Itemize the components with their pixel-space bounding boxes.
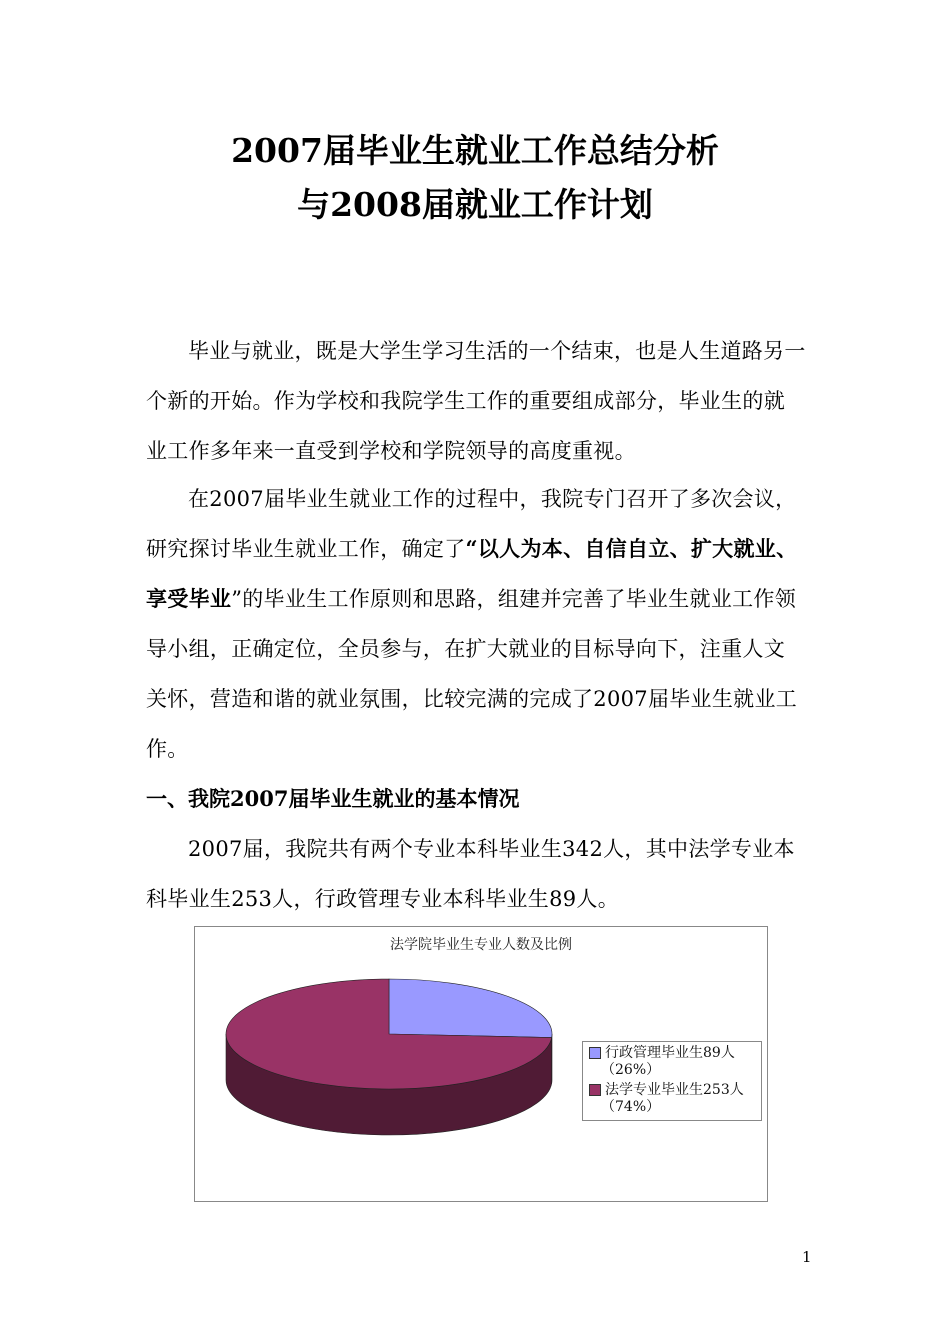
legend-swatch-admin [589,1047,601,1059]
legend-item-law [589,1082,759,1116]
document-title-line2: 与2008届就业工作计划 [297,185,653,224]
pie-chart [194,926,768,1202]
page-number: 1 [802,1248,812,1266]
paragraph-stats [146,824,806,924]
paragraph-process-text-b: ”的毕业生工作原则和思路，组建并完善了毕业生就业工作领导小组，正确定位，全员参与，在扩大就业的目标导向下，注重人文关怀，营造和谐的就业氛围，比较完满的完成了2007届毕业生就业工作。 [146,587,798,761]
pie-slice-0 [389,979,552,1038]
legend-pct-admin: （26%） [601,1062,661,1078]
chart-title: 法学院毕业生专业人数及比例 [390,937,572,953]
legend-item-admin [589,1045,759,1079]
legend-swatch-law [589,1084,601,1096]
legend-label-law: 法学专业毕业生253人 [605,1082,744,1098]
paragraph-stats-text: 2007届，我院共有两个专业本科毕业生342人，其中法学专业本科毕业生253人，行政管理专业本科毕业生89人。 [146,837,795,911]
legend-pct-law: （74%） [601,1099,661,1115]
paragraph-intro-text: 毕业与就业，既是大学生学习生活的一个结束，也是人生道路另一个新的开始。作为学校和我院学生工作的重要组成部分，毕业生的就业工作多年来一直受到学校和学院领导的高度重视。 [146,339,806,463]
pie-chart-plot [195,927,575,1201]
legend-label-admin: 行政管理毕业生89人 [605,1045,735,1061]
section-heading-1: 一、我院2007届毕业生就业的基本情况 [146,786,520,811]
paragraph-process-principle: “以人为本、自信自立、扩大就业、享受毕业 [146,536,798,611]
paragraph-process [146,474,806,774]
paragraph-process-text-a: 在2007届毕业生就业工作的过程中，我院专门召开了多次会议，研究探讨毕业生就业工作，确定了 [146,487,797,561]
document-title-line1: 2007届毕业生就业工作总结分析 [231,131,719,170]
chart-legend [582,1041,762,1121]
paragraph-intro [146,326,806,476]
